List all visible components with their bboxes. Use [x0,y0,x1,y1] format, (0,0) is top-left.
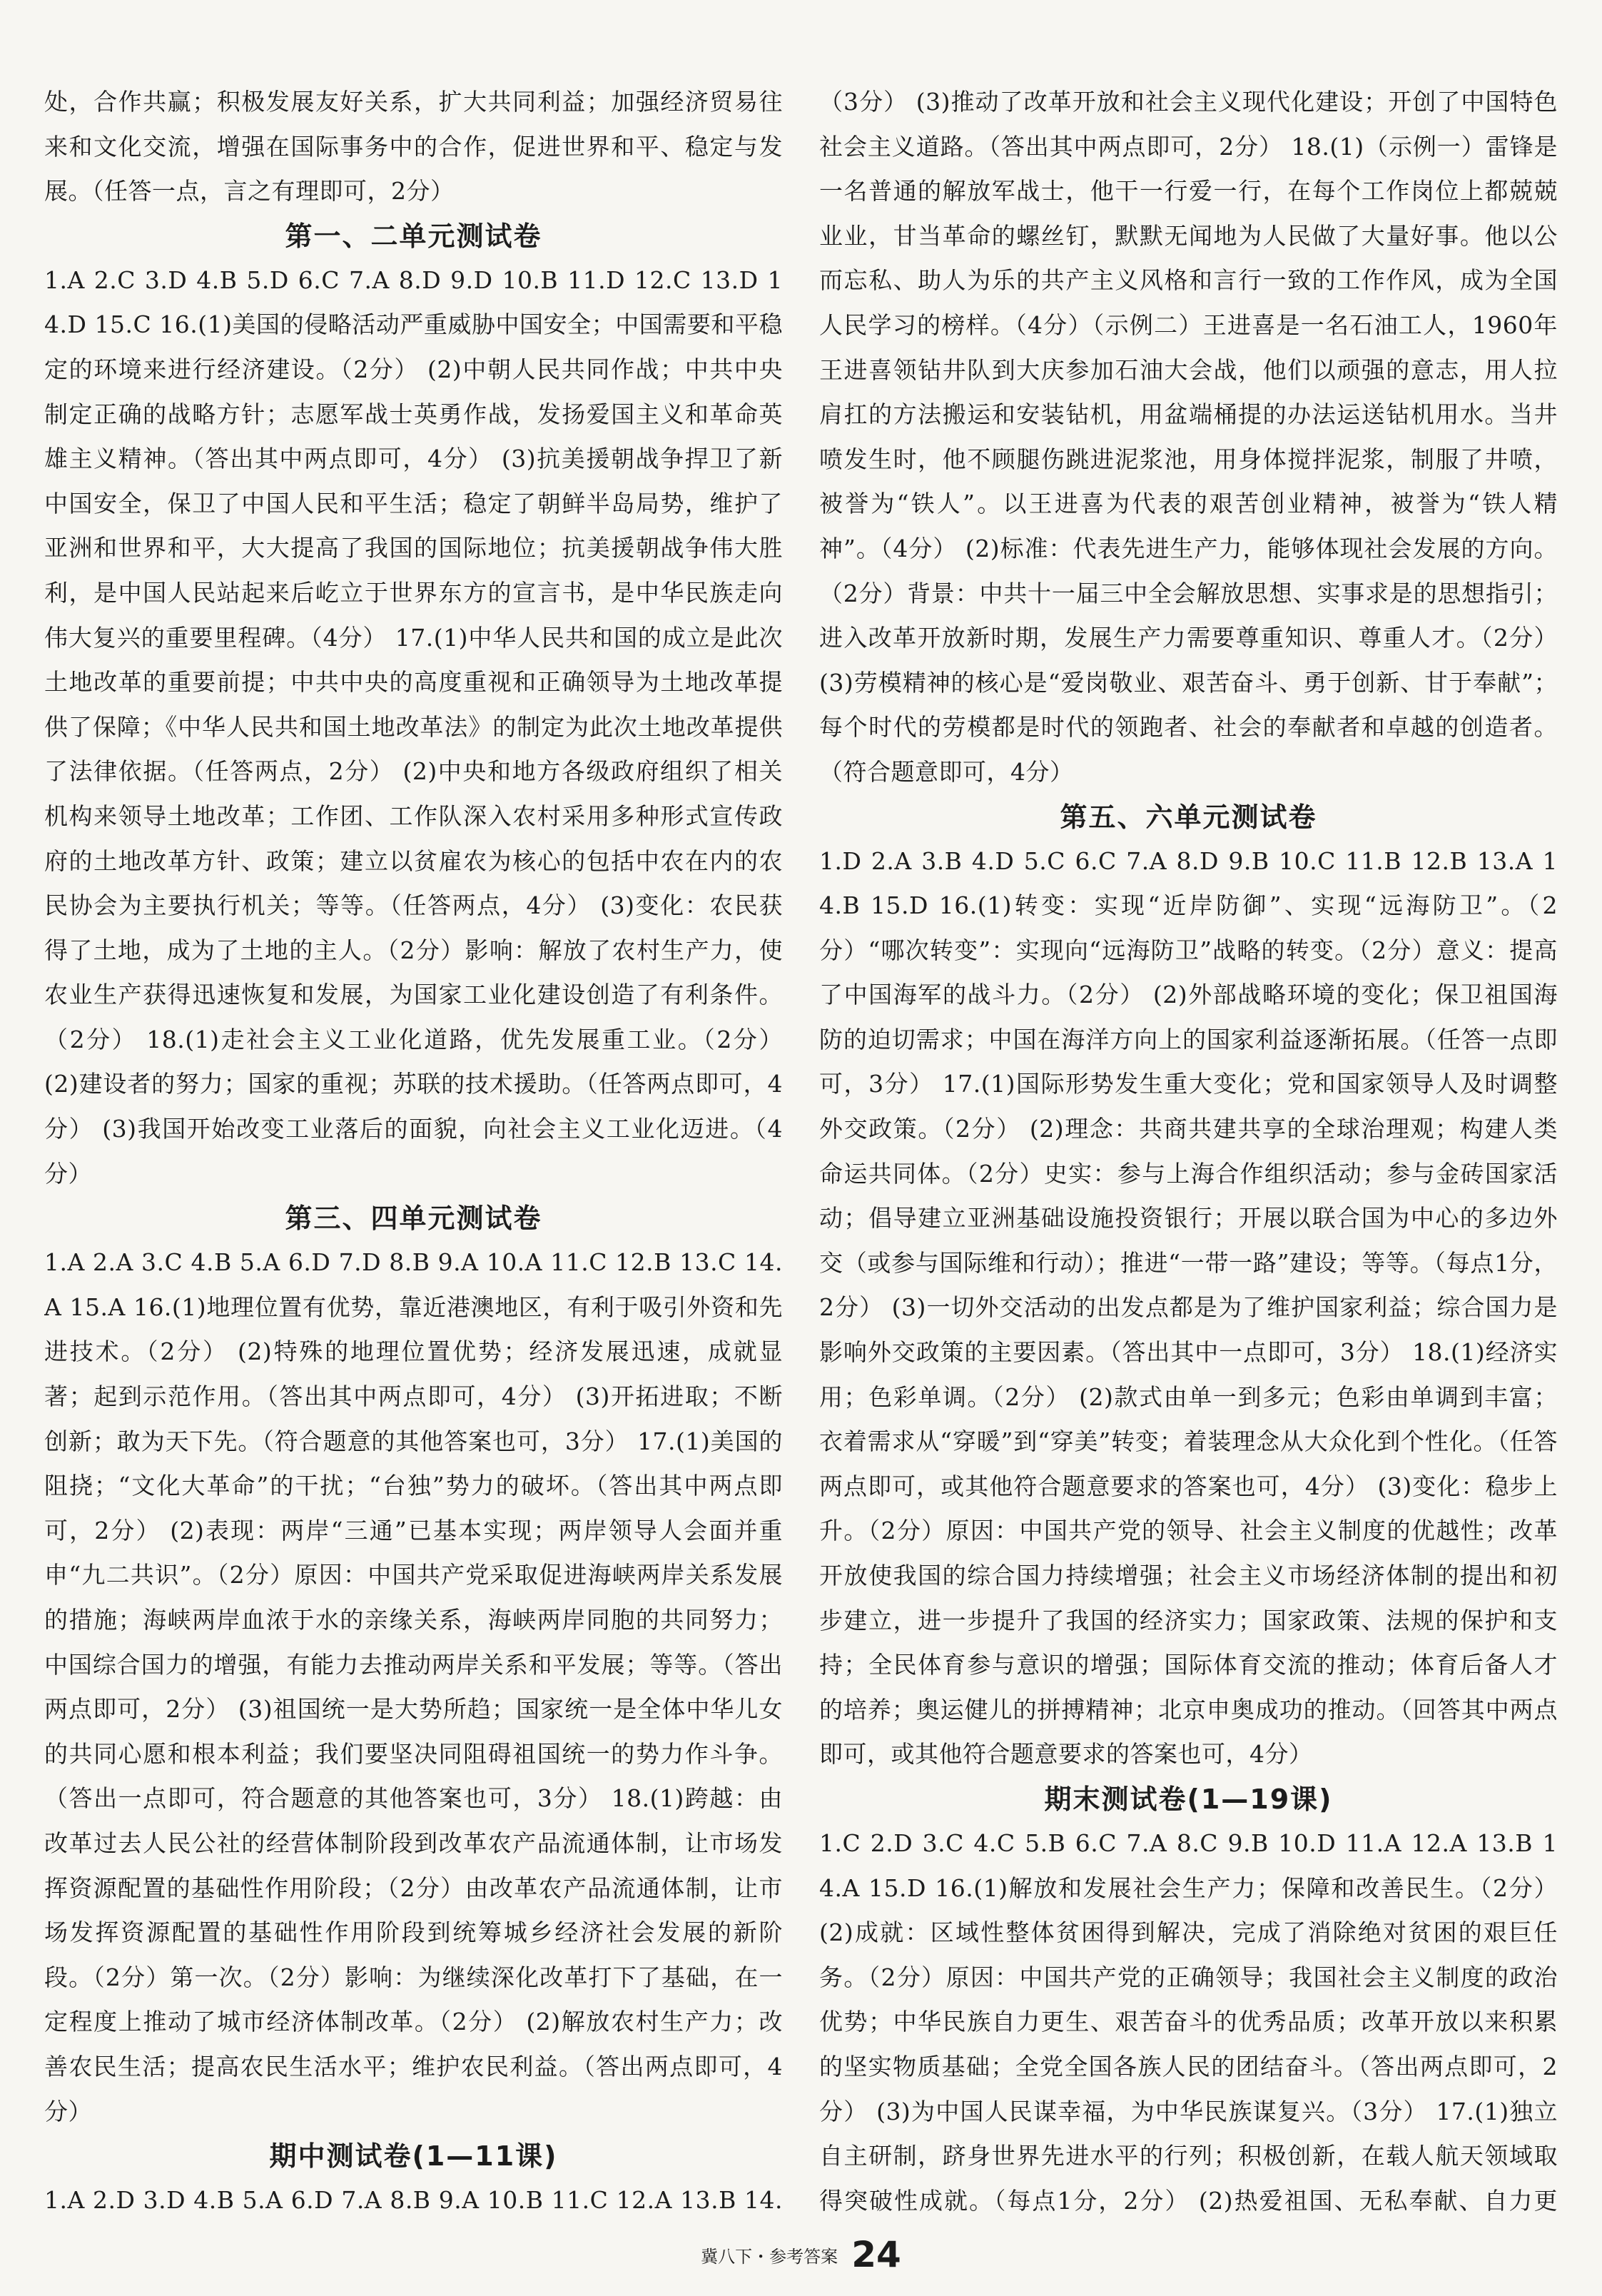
answers-midterm: 1.A 2.D 3.D 4.B 5.A 6.D 7.A 8.B 9.A 10.B 11.C 12.A 13.B 14. [44,2186,783,2215]
section-title-unit-3-4: 第三、四单元测试卷 [285,1203,542,1235]
left-column [44,80,783,2221]
answers-unit-5-6: 1.D 2.A 3.B 4.D 5.C 6.C 7.A 8.D 9.B 10.C 11.B 12.B 13.A 14.B 15.D 16.(1)转变：实现“近岸防御”、实现“远海防卫”。（2分）“哪次转变”：实现向“远海防卫”战略的转变。（2分）意义：提高了中国海军的战斗力。（2分） (2)外部战略环境的变化；保卫祖国海防的迫切需求；中国在海洋方向上的国家利益逐渐拓展。（任答一点即可，3分） 17.(1)国际形势发生重大变化；党和国家领导人及时调整外交政策。（2分） (2)理念：共商共建共享的全球治理观；构建人类命运共同体。（2分）史实：参与上海合作组织活动；参与金砖国家活动；倡导建立亚洲基础设施投资银行；开展以联合国为中心的多边外交（或参与国际维和行动）；推进“一带一路”建设；等等。（每点1分，2分） (3)一切外交活动的出发点都是为了维护国家利益；综合国力是影响外交政策的主要因素。（答出其中一点即可，3分） 18.(1)经济实用；色彩单调。（2分） (2)款式由单一到多元；色彩由单调到丰富；衣着需求从“穿暖”到“穿美”转变；着装理念从大众化到个性化。（任答两点即可，或其他符合题意要求的答案也可，4分） (3)变化：稳步上升。（2分）原因：中国共产党的领导、社会主义制度的优越性；改革开放使我国的综合国力持续增强；社会主义市场经济体制的提出和初步建立，进一步提升了我国的经济实力；国家政策、法规的保护和支持；全民体育参与意识的增强；国际体育交流的推动；体育后备人才的培养；奥运健儿的拼搏精神；北京申奥成功的推动。（回答其中两点即可，或其他符合题意要求的答案也可，4分） [819,846,1558,1769]
footer-label: 冀八下・参考答案 [701,2246,838,2267]
right-column [819,80,1558,2221]
section-title-final: 期末测试卷(1—19课) [1044,1783,1333,1815]
page-number: 24 [851,2234,901,2275]
section-title-unit-5-6: 第五、六单元测试卷 [1060,801,1317,833]
page-footer [0,2234,1602,2275]
midterm-continued-paragraph: （3分） (3)推动了改革开放和社会主义现代化建设；开创了中国特色社会主义道路。（答出其中两点即可，2分） 18.(1)（示例一）雷锋是一名普通的解放军战士，他干一行爱一行，在每个工作岗位上都兢兢业业，甘当革命的螺丝钉，默默无闻地为人民做了大量好事。他以公而忘私、助人为乐的共产主义风格和言行一致的工作作风，成为全国人民学习的榜样。（4分）（示例二）王进喜是一名石油工人，1960年王进喜领钻井队到大庆参加石油大会战，他们以顽强的意志，用人拉肩扛的方法搬运和安装钻机，用盆端桶提的办法运送钻机用水。当井喷发生时，他不顾腿伤跳进泥浆池，用身体搅拌泥浆，制服了井喷，被誉为“铁人”。以王进喜为代表的艰苦创业精神，被誉为“铁人精神”。（4分） (2)标准：代表先进生产力，能够体现社会发展的方向。（2分）背景：中共十一届三中全会解放思想、实事求是的思想指引；进入改革开放新时期，发展生产力需要尊重知识、尊重人才。（2分） (3)劳模精神的核心是“爱岗敬业、艰苦奋斗、勇于创新、甘于奉献”；每个时代的劳模都是时代的领跑者、社会的奉献者和卓越的创造者。（符合题意即可，4分） [819,88,1558,786]
intro-paragraph: 处，合作共赢；积极发展友好关系，扩大共同利益；加强经济贸易往来和文化交流，增强在国际事务中的合作，促进世界和平、稳定与发展。（任答一点，言之有理即可，2分） [44,88,783,206]
answer-page [44,80,1558,2221]
answers-unit-1-2: 1.A 2.C 3.D 4.B 5.D 6.C 7.A 8.D 9.D 10.B 11.D 12.C 13.D 14.D 15.C 16.(1)美国的侵略活动严重威胁中国安全；中国需要和平稳定的环境来进行经济建设。（2分） (2)中朝人民共同作战；中共中央制定正确的战略方针；志愿军战士英勇作战，发扬爱国主义和革命英雄主义精神。（答出其中两点即可，4分） (3)抗美援朝战争捍卫了新中国安全，保卫了中国人民和平生活；稳定了朝鲜半岛局势，维护了亚洲和世界和平，大大提高了我国的国际地位；抗美援朝战争伟大胜利，是中国人民站起来后屹立于世界东方的宣言书，是中华民族走向伟大复兴的重要里程碑。（4分） 17.(1)中华人民共和国的成立是此次土地改革的重要前提；中共中央的高度重视和正确领导为土地改革提供了保障；《中华人民共和国土地改革法》的制定为此次土地改革提供了法律依据。（任答两点，2分） (2)中央和地方各级政府组织了相关机构来领导土地改革；工作团、工作队深入农村采用多种形式宣传政府的土地改革方针、政策；建立以贫雇农为核心的包括中农在内的农民协会为主要执行机关；等等。（任答两点，4分） (3)变化：农民获得了土地，成为了土地的主人。（2分）影响：解放了农村生产力，使农业生产获得迅速恢复和发展，为国家工业化建设创造了有利条件。（2分） 18.(1)走社会主义工业化道路，优先发展重工业。（2分） (2)建设者的努力；国家的重视；苏联的技术援助。（任答两点即可，4分） (3)我国开始改变工业落后的面貌，向社会主义工业化迈进。（4分） [44,265,783,1188]
section-title-midterm: 期中测试卷(1—11课) [269,2140,558,2173]
answers-final: 1.C 2.D 3.C 4.C 5.B 6.C 7.A 8.C 9.B 10.D 11.A 12.A 13.B 14.A 15.D 16.(1)解放和发展社会生产力；保障和改善民生。（2分） (2)成就：区域性整体贫困得到解决，完成了消除绝对贫困的艰巨任务。（2分）原因：中国共产党的正确领导；我国社会主义制度的政治优势；中华民族自力更生、艰苦奋斗的优秀品质；改革开放以来积累的坚实物质基础；全党全国各族人民的团结奋斗。（答出两点即可，2分） (3)为中国人民谋幸福，为中华民族谋复兴。（3分） 17.(1)独立自主研制，跻身世界先进水平的行列；积极创新，在载人航天领域取得突破性成就。（每点1分，2分） (2)热爱祖国、无私奉献、自力更 [819,1829,1558,2215]
section-title-unit-1-2: 第一、二单元测试卷 [285,220,542,252]
answers-unit-3-4: 1.A 2.A 3.C 4.B 5.A 6.D 7.D 8.B 9.A 10.A 11.C 12.B 13.C 14.A 15.A 16.(1)地理位置有优势，靠近港澳地区，有利于吸引外资和先进技术。（2分） (2)特殊的地理位置优势；经济发展迅速，成就显著；起到示范作用。（答出其中两点即可，4分） (3)开拓进取；不断创新；敢为天下先。（符合题意的其他答案也可，3分） 17.(1)美国的阻挠；“文化大革命”的干扰；“台独”势力的破坏。（答出其中两点即可，2分） (2)表现：两岸“三通”已基本实现；两岸领导人会面并重申“九二共识”。（2分）原因：中国共产党采取促进海峡两岸关系发展的措施；海峡两岸血浓于水的亲缘关系，海峡两岸同胞的共同努力；中国综合国力的增强，有能力去推动两岸关系和平发展；等等。（答出两点即可，2分） (3)祖国统一是大势所趋；国家统一是全体中华儿女的共同心愿和根本利益；我们要坚决同阻碍祖国统一的势力作斗争。（答出一点即可，符合题意的其他答案也可，3分） 18.(1)跨越：由改革过去人民公社的经营体制阶段到改革农产品流通体制，让市场发挥资源配置的基础性作用阶段；（2分）由改革农产品流通体制，让市场发挥资源配置的基础性作用阶段到统筹城乡经济社会发展的新阶段。（2分）第一次。（2分）影响：为继续深化改革打下了基础，在一定程度上推动了城市经济体制改革。（2分） (2)解放农村生产力；改善农民生活；提高农民生活水平；维护农民利益。（答出两点即可，4分） [44,1248,783,2125]
